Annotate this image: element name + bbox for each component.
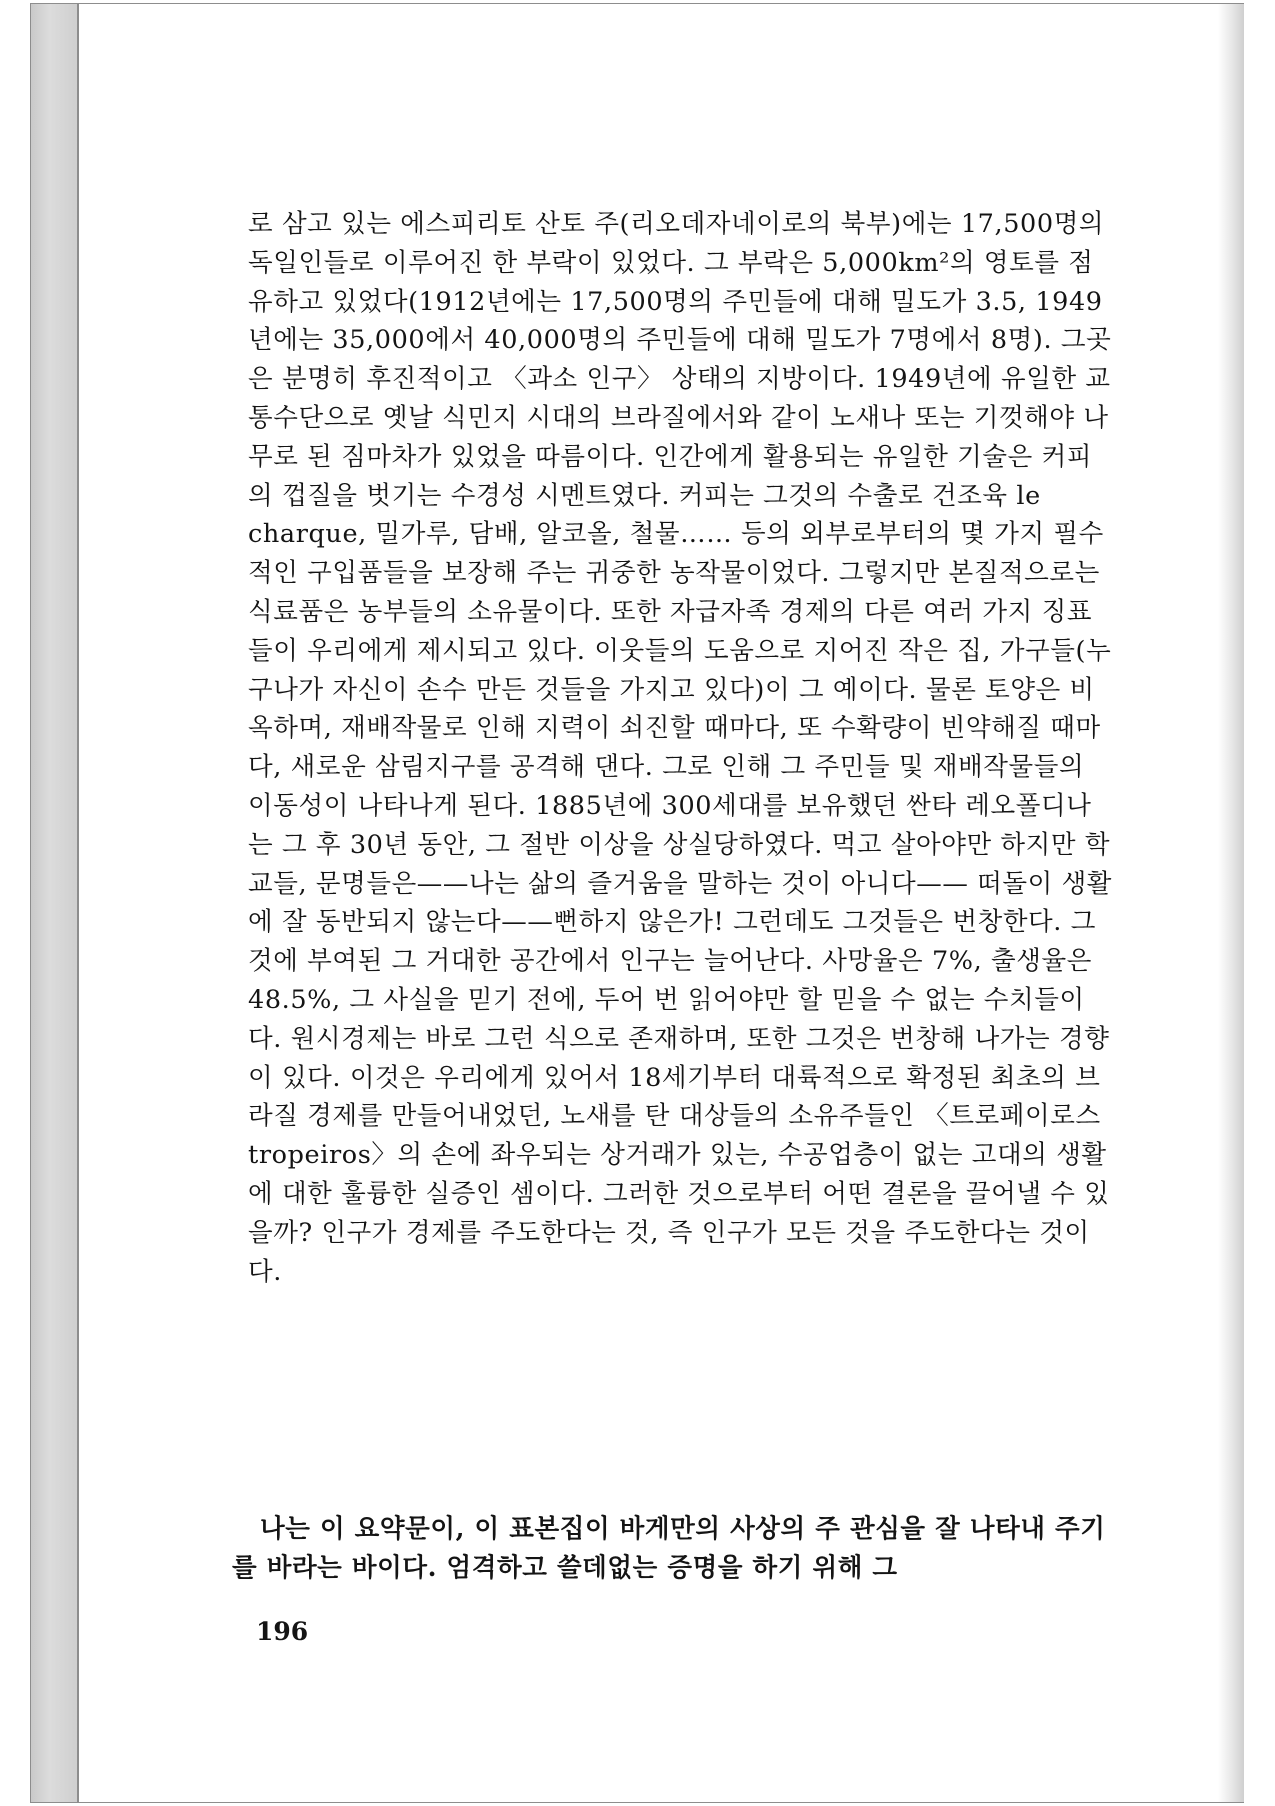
page-number: 196: [256, 1617, 309, 1646]
body-paragraph-1: [248, 205, 1114, 1291]
paragraph-text: 로 삼고 있는 에스피리토 산토 주(리오데자네이로의 북부)에는 17,500명의 독일인들로 이루어진 한 부락이 있었다. 그 부락은 5,000km²의 영토를 점유하고 있었다(1912년에는 17,500명의 주민들에 대해 밀도가 3.5, 1949년에는 35,000에서 40,000명의 주민들에 대해 밀도가 7명에서 8명). 그곳은 분명히 후진적이고 〈과소 인구〉 상태의 지방이다. 1949년에 유일한 교통수단으로 옛날 식민지 시대의 브라질에서와 같이 노새나 또는 기껏해야 나무로 된 짐마차가 있었을 따름이다. 인간에게 활용되는 유일한 기술은 커피의 껍질을 벗기는 수경성 시멘트였다. 커피는 그것의 수출로 건조육 le charque, 밀가루, 담배, 알코올, 철물…… 등의 외부로부터의 몇 가지 필수적인 구입품들을 보장해 주는 귀중한 농작물이었다. 그렇지만 본질적으로는 식료품은 농부들의 소유물이다. 또한 자급자족 경제의 다른 여러 가지 징표들이 우리에게 제시되고 있다. 이웃들의 도움으로 지어진 작은 집, 가구들(누구나가 자신이 손수 만든 것들을 가지고 있다)이 그 예이다. 물론 토양은 비옥하며, 재배작물로 인해 지력이 쇠진할 때마다, 또 수확량이 빈약해질 때마다, 새로운 삼림지구를 공격해 댄다. 그로 인해 그 주민들 및 재배작물들의 이동성이 나타나게 된다. 1885년에 300세대를 보유했던 싼타 레오폴디나는 그 후 30년 동안, 그 절반 이상을 상실당하였다. 먹고 살아야만 하지만 학교들, 문명들은——나는 삶의 즐거움을 말하는 것이 아니다—— 떠돌이 생활에 잘 동반되지 않는다——뻔하지 않은가! 그런데도 그것들은 번창한다. 그것에 부여된 그 거대한 공간에서 인구는 늘어난다. 사망율은 7%, 출생율은 48.5%, 그 사실을 믿기 전에, 두어 번 읽어야만 할 믿을 수 없는 수치들이다. 원시경제는 바로 그런 식으로 존재하며, 또한 그것은 번창해 나가는 경향이 있다. 이것은 우리에게 있어서 18세기부터 대륙적으로 확정된 최초의 브라질 경제를 만들어내었던, 노새를 탄 대상들의 소유주들인 〈트로페이로스 tropeiros〉의 손에 좌우되는 상거래가 있는, 수공업층이 없는 고대의 생활에 대한 훌륭한 실증인 셈이다. 그러한 것으로부터 어떤 결론을 끌어낼 수 있을까? 인구가 경제를 주도한다는 것, 즉 인구가 모든 것을 주도한다는 것이다.: [248, 209, 1113, 1287]
book-spine: [30, 3, 78, 1803]
body-paragraph-2: 나는 이 요약문이, 이 표본집이 바게만의 사상의 주 관심을 잘 나타내 주기를 바라는 바이다. 엄격하고 쓸데없는 증명을 하기 위해 그: [232, 1514, 1106, 1583]
page-edge-shadow: [1218, 4, 1244, 1802]
